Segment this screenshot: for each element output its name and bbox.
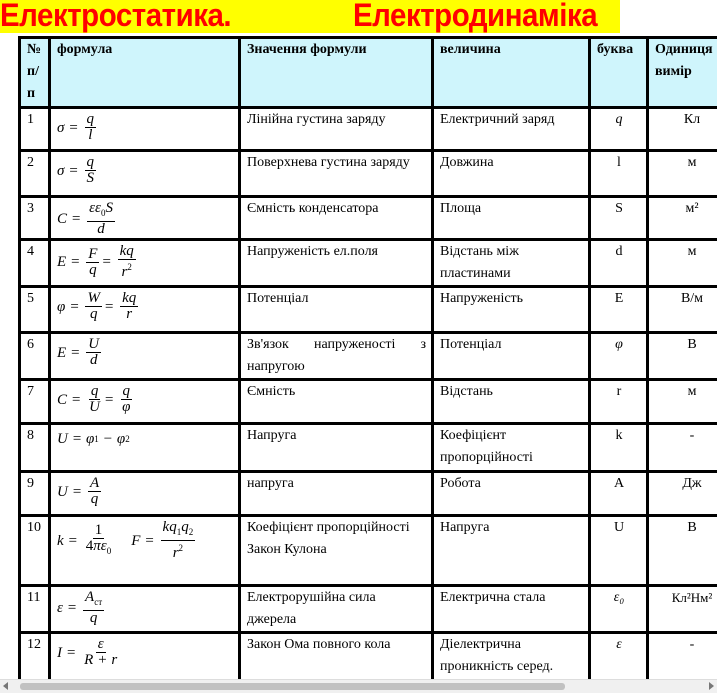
meaning-cell: Напруженість ел.поля bbox=[240, 240, 433, 287]
table-row bbox=[20, 240, 717, 287]
unit-cell: В bbox=[648, 333, 717, 380]
letter-cell: r bbox=[590, 380, 648, 424]
formula-cell bbox=[50, 633, 240, 680]
title-electrodynamics: Електродинаміка bbox=[353, 0, 597, 34]
formula-emf: ε = $\frac{A_{cт}}{q}$ bbox=[57, 590, 106, 626]
page-header bbox=[0, 0, 620, 33]
row-num: 11 bbox=[20, 586, 50, 633]
table-row bbox=[20, 586, 717, 633]
formula-cell bbox=[50, 240, 240, 287]
meaning-line-2: Закон Кулона bbox=[247, 539, 426, 561]
row-num: 4 bbox=[20, 240, 50, 287]
unit-cell: - bbox=[648, 633, 717, 680]
formula-cell bbox=[50, 586, 240, 633]
formula-voltage-work: U = $\frac{A}{q}$ bbox=[57, 476, 103, 507]
unit-cell: Дж bbox=[648, 472, 717, 516]
formula-cell bbox=[50, 424, 240, 472]
table-row bbox=[20, 424, 717, 472]
meaning-cell bbox=[240, 516, 433, 586]
row-num: 5 bbox=[20, 287, 50, 333]
unit-cell: Кл²Нм² bbox=[648, 586, 717, 633]
unit-cell: - bbox=[648, 424, 717, 472]
row-num: 7 bbox=[20, 380, 50, 424]
table-row bbox=[20, 197, 717, 240]
table-row bbox=[20, 516, 717, 586]
unit-cell: м bbox=[648, 380, 717, 424]
unit-cell: В bbox=[648, 516, 717, 586]
meaning-cell: Електрорушійна сила джерела bbox=[240, 586, 433, 633]
letter-cell: ε₀ bbox=[590, 586, 648, 633]
unit-cell: м bbox=[648, 240, 717, 287]
scrollbar-thumb[interactable] bbox=[20, 683, 565, 690]
meaning-cell: Ємність конденсатора bbox=[240, 197, 433, 240]
quantity-cell: Довжина bbox=[433, 151, 590, 197]
letter-cell: A bbox=[590, 472, 648, 516]
quantity-cell: Робота bbox=[433, 472, 590, 516]
meaning-cell: Ємність bbox=[240, 380, 433, 424]
formula-cell bbox=[50, 516, 240, 586]
quantity-cell: Потенціал bbox=[433, 333, 590, 380]
formula-coulomb: k = $\frac{1}{4\pi\varepsilon_0}$ F = $\frac{kq_1q_2}{r^2}$ bbox=[57, 520, 197, 561]
table-row bbox=[20, 287, 717, 333]
letter-cell: ε bbox=[590, 633, 648, 680]
meaning-cell: Зв'язок напруженості з напругою bbox=[240, 333, 433, 380]
letter-cell: l bbox=[590, 151, 648, 197]
meaning-cell: напруга bbox=[240, 472, 433, 516]
letter-cell: q bbox=[590, 108, 648, 151]
formula-voltage-diff: U = φ 1 − φ 2 bbox=[57, 428, 130, 450]
quantity-cell: Відстань між пластинами bbox=[433, 240, 590, 287]
header-num: № п/п bbox=[20, 38, 50, 108]
meaning-cell: Поверхнева густина заряду bbox=[240, 151, 433, 197]
row-num: 10 bbox=[20, 516, 50, 586]
formula-cell bbox=[50, 287, 240, 333]
letter-cell: S bbox=[590, 197, 648, 240]
formula-cell bbox=[50, 151, 240, 197]
letter-cell: U bbox=[590, 516, 648, 586]
formula-potential: φ = $\frac{W}{q}$ = $\frac{kq}{r}$ bbox=[57, 291, 140, 322]
row-num: 9 bbox=[20, 472, 50, 516]
header-formula: формула bbox=[50, 38, 240, 108]
table-row bbox=[20, 633, 717, 680]
header-unit: Одиниця вимір bbox=[648, 38, 717, 108]
formula-cell bbox=[50, 197, 240, 240]
formula-strength-voltage: E = $\frac{U}{d}$ bbox=[57, 337, 103, 368]
row-num: 12 bbox=[20, 633, 50, 680]
quantity-cell: Напруга bbox=[433, 516, 590, 586]
row-num: 8 bbox=[20, 424, 50, 472]
quantity-cell: Коефіцієнт пропорційності bbox=[433, 424, 590, 472]
meaning-cell: Лінійна густина заряду bbox=[240, 108, 433, 151]
formula-surface-density: σ = $\frac{q}{S}$ bbox=[57, 155, 98, 186]
horizontal-scrollbar[interactable] bbox=[0, 679, 717, 693]
table-row bbox=[20, 333, 717, 380]
row-num: 3 bbox=[20, 197, 50, 240]
formula-table-container bbox=[18, 36, 717, 679]
unit-cell: м² bbox=[648, 197, 717, 240]
meaning-cell: Потенціал bbox=[240, 287, 433, 333]
row-num: 1 bbox=[20, 108, 50, 151]
quantity-cell: Площа bbox=[433, 197, 590, 240]
header-quantity: величина bbox=[433, 38, 590, 108]
formula-cell bbox=[50, 108, 240, 151]
letter-cell: φ bbox=[590, 333, 648, 380]
unit-cell: м bbox=[648, 151, 717, 197]
scroll-left-arrow-icon[interactable] bbox=[3, 682, 8, 690]
formula-cell bbox=[50, 333, 240, 380]
letter-cell: E bbox=[590, 287, 648, 333]
title-electrostatics: Електростатика. bbox=[0, 0, 231, 34]
formula-table bbox=[18, 36, 717, 679]
scroll-right-arrow-icon[interactable] bbox=[709, 682, 714, 690]
row-num: 6 bbox=[20, 333, 50, 380]
quantity-cell: Діелектрична проникність серед. bbox=[433, 633, 590, 680]
formula-linear-density: σ = $\frac{q}{l}$ bbox=[57, 112, 98, 143]
quantity-cell: Електрична стала bbox=[433, 586, 590, 633]
meaning-cell: Закон Ома повного кола bbox=[240, 633, 433, 680]
table-row bbox=[20, 151, 717, 197]
formula-cell bbox=[50, 380, 240, 424]
formula-capacitance: C = $\frac{\varepsilon\varepsilon_0S}{d}$ bbox=[57, 201, 117, 237]
table-row bbox=[20, 108, 717, 151]
quantity-cell: Напруженість bbox=[433, 287, 590, 333]
formula-field-strength: E = $\frac{F}{q}$ = $\frac{kq}{r^2}$ bbox=[57, 244, 138, 280]
row-num: 2 bbox=[20, 151, 50, 197]
header-meaning: Значення формули bbox=[240, 38, 433, 108]
meaning-cell: Напруга bbox=[240, 424, 433, 472]
meaning-line: Коефіцієнт пропорційності bbox=[247, 517, 426, 539]
letter-cell: d bbox=[590, 240, 648, 287]
quantity-cell: Відстань bbox=[433, 380, 590, 424]
unit-cell: В/м bbox=[648, 287, 717, 333]
formula-capacity: C = $\frac{q}{U}$ = $\frac{q}{\varphi}$ bbox=[57, 384, 134, 415]
quantity-cell: Електричний заряд bbox=[433, 108, 590, 151]
table-row bbox=[20, 472, 717, 516]
letter-cell: k bbox=[590, 424, 648, 472]
header-letter: буква bbox=[590, 38, 648, 108]
formula-ohm-full-circuit: I = $\frac{\varepsilon}{R + r}$ bbox=[57, 637, 121, 668]
formula-cell bbox=[50, 472, 240, 516]
unit-cell: Кл bbox=[648, 108, 717, 151]
table-row bbox=[20, 380, 717, 424]
